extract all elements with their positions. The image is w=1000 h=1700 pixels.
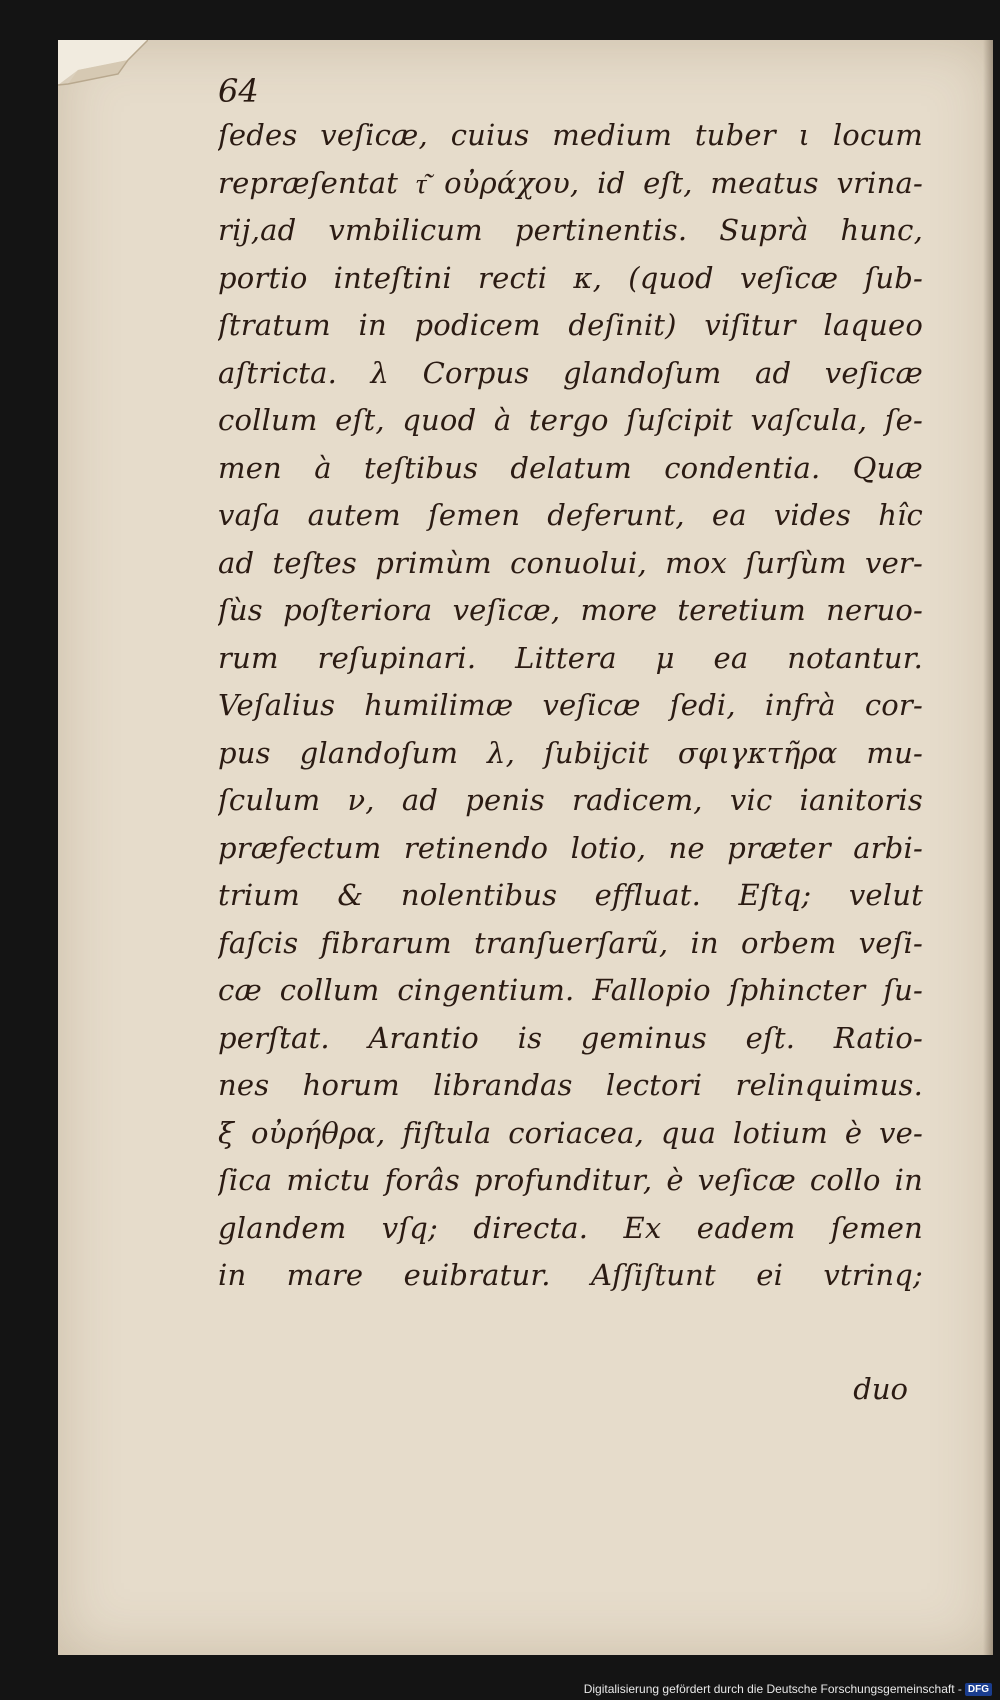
text-line: in mare euibratur. Aſſiſtunt ei vtrinq;	[218, 1258, 923, 1292]
text-line: ξ οὐρήθρα, fiſtula coriacea, qua lotium è ve-	[218, 1115, 923, 1150]
text-line: ſùs poſteriora veſicæ, more teretium neruo-	[218, 593, 923, 627]
digitization-footer	[584, 1682, 992, 1696]
text-line: rij,ad vmbilicum pertinentis. Suprà hunc,	[218, 213, 923, 247]
text-line: Veſalius humilimæ veſicæ ſedi, infrà cor-	[218, 688, 923, 722]
text-line: rum reſupinari. Littera μ ea notantur.	[218, 640, 923, 675]
text-line: cæ collum cingentium. Fallopio ſphincter ſu-	[218, 973, 923, 1007]
text-line: perſtat. Arantio is geminus eſt. Ratio-	[218, 1020, 923, 1055]
text-line: ad teſtes primùm conuolui, mox ſurſùm ver-	[218, 545, 923, 580]
page-edge-shadow	[983, 40, 993, 1655]
text-line: ſculum ν, ad penis radicem, vic ianitoris	[218, 783, 923, 817]
text-line: pus glandoſum λ, ſubijcit σφιγκτῆρα mu-	[218, 735, 923, 770]
text-line: faſcis fibrarum tranſuerſarũ, in orbem veſi-	[218, 925, 923, 960]
text-line: glandem vſq; directa. Ex eadem ſemen	[218, 1210, 923, 1245]
text-line: aſtricta. λ Corpus glandoſum ad veſicæ	[218, 355, 923, 390]
page-number: 64	[218, 72, 259, 110]
text-line: portio inteſtini recti κ, (quod veſicæ ſub-	[218, 260, 923, 295]
catchword: duo	[853, 1372, 908, 1406]
text-line: men à teſtibus delatum condentia. Quæ	[218, 450, 923, 485]
body-text	[218, 112, 923, 1300]
dog-ear-corner	[58, 40, 148, 120]
text-line: ſica mictu forâs profunditur, è veſicæ collo in	[218, 1163, 923, 1197]
text-line: trium & nolentibus effluat. Eſtq; velut	[218, 878, 923, 912]
text-line: vaſa autem ſemen deferunt, ea vides hîc	[218, 498, 923, 532]
footer-credit-text: Digitalisierung gefördert durch die Deutsche Forschungsgemeinschaft -	[583, 1682, 962, 1696]
text-line: collum eſt, quod à tergo ſuſcipit vaſcula, ſe-	[218, 403, 923, 437]
text-line: ſtratum in podicem deſinit) viſitur laqueo	[218, 308, 923, 342]
text-line: præfectum retinendo lotio, ne præter arbi-	[218, 830, 923, 865]
text-line: ſedes veſicæ, cuius medium tuber ι locum	[218, 118, 923, 152]
text-line: repræſentat τ͂ οὐράχου, id eſt, meatus vrina-	[218, 165, 923, 200]
text-line: nes horum librandas lectori relinquimus.	[218, 1068, 923, 1102]
dfg-logo: DFG	[965, 1683, 992, 1696]
